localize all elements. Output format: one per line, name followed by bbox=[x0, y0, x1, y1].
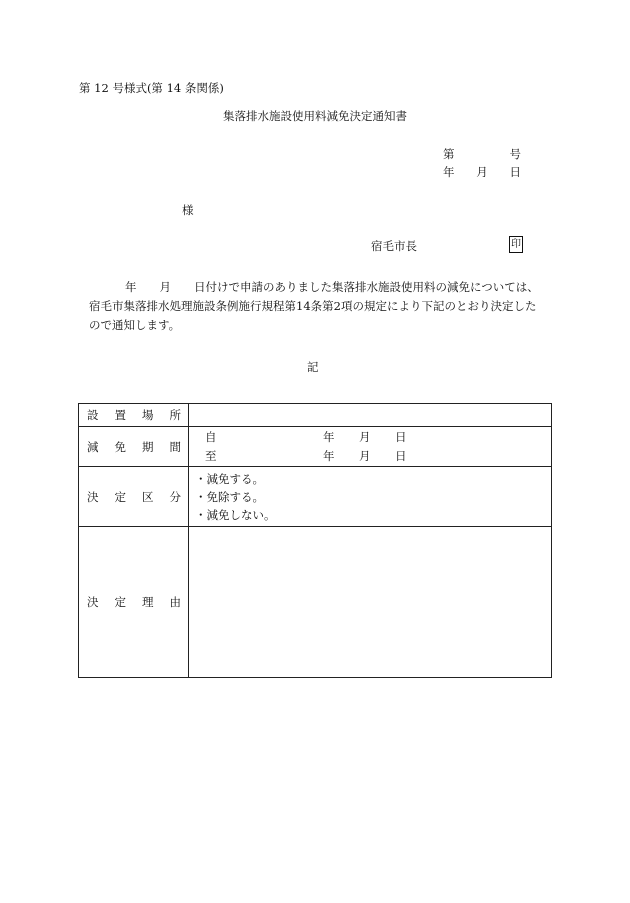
date-year: 年 bbox=[443, 165, 455, 179]
ki-heading: 記 bbox=[307, 360, 319, 374]
label-char: 由 bbox=[169, 595, 181, 609]
label-char: 定 bbox=[114, 489, 126, 504]
label-char: 免 bbox=[114, 439, 126, 454]
number-suffix: 号 bbox=[509, 147, 521, 161]
period-from-label: 自 bbox=[205, 430, 217, 444]
period-to-year: 年 bbox=[323, 449, 335, 463]
period-to-line bbox=[189, 447, 551, 466]
issue-date-line bbox=[443, 165, 521, 179]
label-char: 決 bbox=[87, 489, 99, 504]
decision-table bbox=[78, 403, 552, 678]
period-from-year: 年 bbox=[323, 430, 335, 444]
decision-row bbox=[79, 467, 552, 527]
body-line-3: ので通知します。 bbox=[89, 318, 181, 332]
issuer-name: 宿毛市長 bbox=[371, 239, 417, 253]
document-number-line bbox=[443, 147, 521, 161]
period-to-label: 至 bbox=[205, 449, 217, 463]
period-to-day: 日 bbox=[395, 449, 407, 463]
period-row bbox=[79, 427, 552, 467]
label-char: 分 bbox=[169, 489, 181, 504]
body-line-2: 宿毛市集落排水処理施設条例施行規程第14条第2項の規定により下記のとおり決定した bbox=[89, 299, 537, 313]
period-from-month: 月 bbox=[359, 430, 371, 444]
period-from-line bbox=[189, 428, 551, 447]
seal-mark: 印 bbox=[509, 236, 523, 253]
location-row bbox=[79, 404, 552, 427]
form-number-label: 第 12 号様式(第 14 条関係) bbox=[79, 81, 224, 95]
label-char: 期 bbox=[142, 439, 154, 454]
date-day: 日 bbox=[509, 165, 521, 179]
label-char: 決 bbox=[87, 595, 99, 609]
label-char: 区 bbox=[142, 489, 154, 504]
body-line-1: 年 月 日付けで申請のありました集落排水施設使用料の減免については、 bbox=[125, 280, 539, 294]
period-to-month: 月 bbox=[359, 449, 371, 463]
decision-label-cell bbox=[79, 467, 189, 527]
label-char: 所 bbox=[169, 408, 181, 422]
document-title: 集落排水施設使用料減免決定通知書 bbox=[223, 109, 407, 123]
label-char: 間 bbox=[169, 439, 181, 454]
decision-options-cell bbox=[189, 467, 552, 527]
period-from-day: 日 bbox=[395, 430, 407, 444]
reason-value-cell bbox=[189, 527, 552, 678]
date-month: 月 bbox=[476, 165, 488, 179]
label-char: 定 bbox=[114, 595, 126, 609]
recipient-suffix: 様 bbox=[182, 203, 194, 217]
reason-label-cell bbox=[79, 527, 189, 678]
location-label-cell bbox=[79, 404, 189, 427]
label-char: 減 bbox=[87, 439, 99, 454]
option-exempt: ・免除する。 bbox=[195, 489, 264, 504]
label-char: 設 bbox=[87, 408, 99, 422]
option-reduce: ・減免する。 bbox=[195, 471, 264, 486]
label-char: 置 bbox=[114, 408, 126, 422]
location-value-cell bbox=[189, 404, 552, 427]
label-char: 理 bbox=[142, 595, 154, 609]
label-char: 場 bbox=[142, 408, 154, 422]
notice-body bbox=[89, 278, 554, 335]
period-value-cell bbox=[189, 427, 552, 467]
period-label-cell bbox=[79, 427, 189, 467]
number-prefix: 第 bbox=[443, 147, 455, 161]
reason-row bbox=[79, 527, 552, 678]
option-no-reduction: ・減免しない。 bbox=[195, 507, 276, 522]
